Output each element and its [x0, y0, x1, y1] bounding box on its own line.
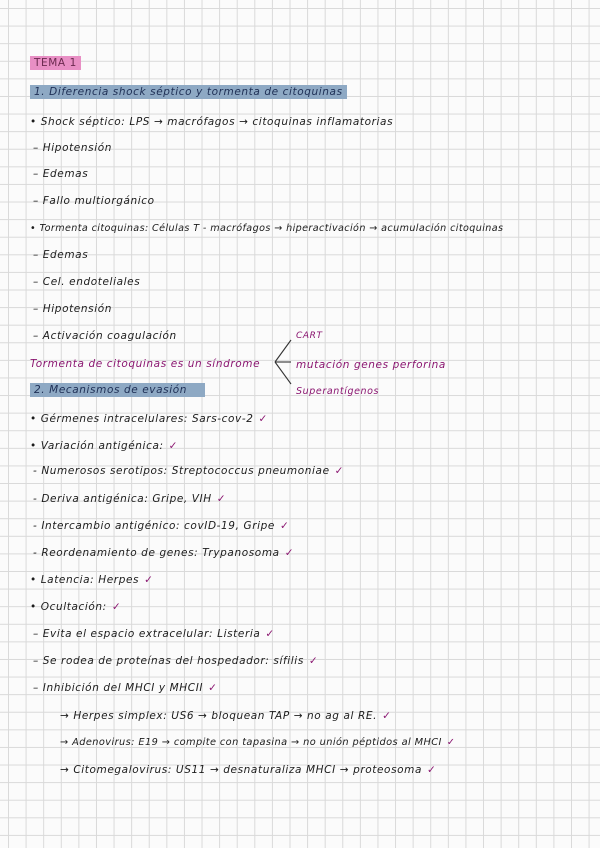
brace-top [275, 340, 291, 362]
s2-line-9 [33, 628, 275, 640]
section1-heading [30, 86, 347, 98]
s2-line-5 [33, 520, 289, 532]
s2-line-5-text: - Intercambio antigénico: covID-19, Gripe [33, 520, 275, 532]
check-icon: ✓ [308, 655, 319, 667]
s1-line-7: – Cel. endoteliales [33, 276, 141, 288]
check-icon: ✓ [144, 574, 154, 586]
check-icon: ✓ [279, 520, 290, 532]
syndrome-branch-1: CART [296, 331, 323, 341]
s2-line-14 [60, 764, 436, 776]
s2-line-12-text: → Herpes simplex: US6 → bloquean TAP → no ag al RE. [60, 710, 378, 722]
syndrome-branch-2: mutación genes perforina [296, 359, 446, 371]
s2-line-4 [33, 493, 226, 505]
s2-line-2 [30, 440, 178, 452]
s1-line-6: – Edemas [33, 249, 89, 261]
s1-line-8: – Hipotensión [33, 303, 112, 315]
syndrome-branch-3: Superantígenos [296, 386, 380, 397]
s2-line-11-text: – Inhibición del MHCI y MHCII [33, 682, 204, 694]
check-icon: ✓ [284, 547, 295, 559]
check-icon: ✓ [382, 710, 392, 722]
check-icon: ✓ [265, 628, 275, 640]
section2-heading-text: 2. Mecanismos de evasión [30, 383, 205, 397]
s2-line-11 [33, 682, 218, 694]
s2-line-8-text: • Ocultación: [30, 601, 107, 613]
s1-line-9: – Activación coagulación [33, 330, 177, 342]
section2-heading [30, 384, 205, 396]
s2-line-6 [33, 547, 294, 559]
syndrome-main: Tormenta de citoquinas es un síndrome [30, 358, 261, 370]
s2-line-13-text: → Adenovirus: E19 → compite con tapasina → no unión péptidos al MHCI [60, 737, 442, 748]
title-highlight: TEMA 1 [30, 56, 81, 70]
check-icon: ✓ [258, 413, 268, 425]
section1-heading-text: 1. Diferencia shock séptico y tormenta de citoquinas [30, 85, 347, 99]
s2-line-1 [30, 413, 268, 425]
s2-line-13 [60, 737, 455, 748]
s2-line-3 [33, 465, 344, 477]
s2-line-3-text: - Numerosos serotipos: Streptococcus pneumoniae [33, 465, 330, 477]
check-icon: ✓ [334, 465, 345, 477]
syndrome-brace [271, 337, 293, 387]
s1-line-4: – Fallo multiorgánico [33, 195, 155, 207]
s1-line-5: • Tormenta citoquinas: Células T - macrófagos → hiperactivación → acumulación citoquinas [30, 223, 504, 234]
check-icon: ✓ [168, 440, 179, 452]
s2-line-10-text: – Se rodea de proteínas del hospedador: sífilis [33, 655, 304, 667]
s2-line-2-text: • Variación antigénica: [30, 440, 164, 452]
s2-line-1-text: • Gérmenes intracelulares: Sars-cov-2 [30, 413, 254, 425]
check-icon: ✓ [446, 737, 456, 748]
s1-line-2: – Hipotensión [33, 142, 112, 154]
s2-line-12 [60, 710, 391, 722]
check-icon: ✓ [427, 764, 437, 776]
check-icon: ✓ [208, 682, 218, 694]
s2-line-9-text: – Evita el espacio extracelular: Listeria [33, 628, 261, 640]
s2-line-4-text: - Deriva antigénica: Gripe, VIH [33, 493, 212, 505]
check-icon: ✓ [216, 493, 227, 505]
s2-line-7 [30, 574, 154, 586]
page-title [30, 57, 81, 69]
s2-line-8 [30, 601, 121, 613]
s1-line-3: – Edemas [33, 168, 89, 180]
s2-line-14-text: → Citomegalovirus: US11 → desnaturaliza MHCI → proteosoma [60, 764, 423, 776]
s2-line-6-text: - Reordenamiento de genes: Trypanosoma [33, 547, 280, 559]
check-icon: ✓ [111, 601, 122, 613]
s2-line-10 [33, 655, 318, 667]
brace-bottom [275, 362, 291, 384]
s1-line-1: • Shock séptico: LPS → macrófagos → citoquinas inflamatorias [30, 116, 394, 128]
s2-line-7-text: • Latencia: Herpes [30, 574, 140, 586]
